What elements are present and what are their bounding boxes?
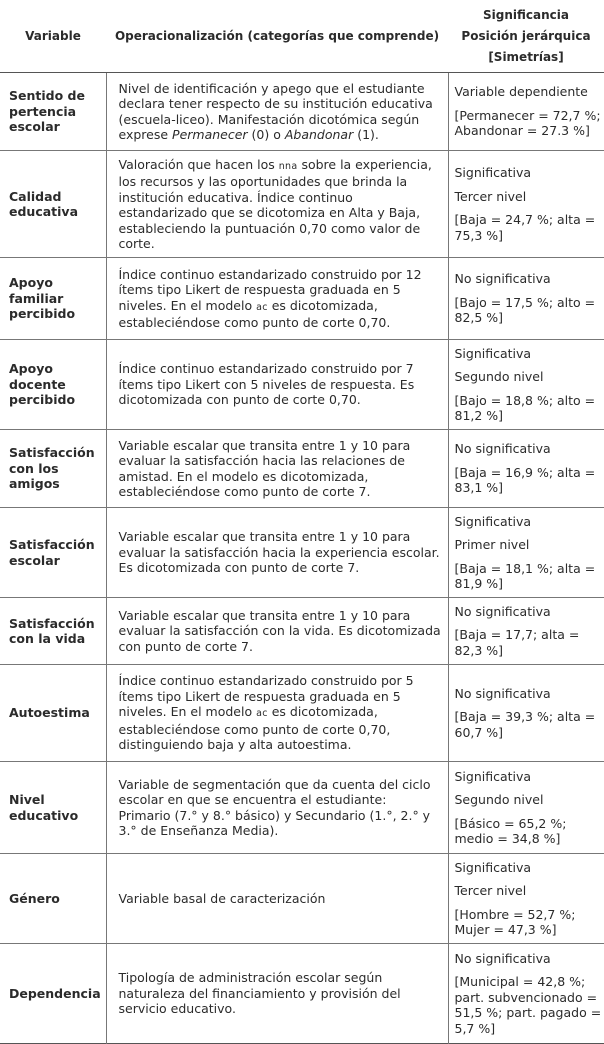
operacionalizacion-cell: Índice continuo estandarizado construido por 7 ítems tipo Likert con 5 niveles de respuesta. Es dicotomizada con punto de corte 0,70.	[106, 339, 448, 429]
variable-cell: Satisfacción con la vida	[9, 615, 95, 646]
variable-cell: Calidad educativa	[9, 188, 79, 219]
variable-cell: Género	[9, 890, 60, 906]
operacionalizacion-cell: Índice continuo estandarizado construido por 12 ítems tipo Likert de respuesta graduada en 5 niveles. En el modelo ac es dicotomizada, estableciéndose como punto de corte 0,70.	[106, 257, 448, 339]
operacionalizacion-cell: Nivel de identificación y apego que el estudiante declara tener respecto de su institución educativa (escuela-liceo). Manifestación dicotómica según exprese Permanecer (0) o Abandonar (1).	[106, 72, 448, 150]
significancia-cell	[448, 429, 604, 507]
operacionalizacion-cell: Valoración que hacen los nna sobre la experiencia, los recursos y las oportunidades que brinda la institución educativa. Índice continuo estandarizado que se dicotomiza en Alta y Baja, estableciendo la puntuación 0,70 como valor de corte.	[106, 150, 448, 257]
header-significancia-line: Significancia	[483, 8, 569, 23]
significancia-label: Variable dependiente	[454, 84, 588, 100]
variable-cell: Apoyo familiar percibido	[9, 275, 76, 322]
significancia-label: Significativa	[454, 345, 532, 361]
significancia-label: No significativa	[454, 685, 551, 701]
simetrias-value: [Baja = 24,7 %; alta = 75,3 %]	[454, 212, 596, 243]
simetrias-value: [Baja = 17,7; alta = 82,3 %]	[454, 627, 580, 658]
variable-cell: Autoestima	[9, 705, 90, 721]
operacionalizacion-cell: Variable basal de caracterización	[106, 853, 448, 943]
table-row	[0, 597, 604, 664]
simetrias-value: [Bajo = 17,5 %; alto = 82,5 %]	[454, 294, 596, 326]
simetrias-value: [Hombre = 52,7 %; Mujer = 47,3 %]	[454, 906, 576, 937]
significancia-label: No significativa	[454, 441, 551, 457]
simetrias-value: [Baja = 16,9 %; alta = 83,1 %]	[454, 464, 596, 496]
table-row	[0, 339, 604, 429]
header-significancia	[448, 0, 604, 72]
operacionalizacion-cell: Variable escalar que transita entre 1 y 10 para evaluar la satisfacción hacia la experiencia escolar. Es dicotomizada con punto de corte 7.	[106, 507, 448, 597]
simetrias-value: [Baja = 18,1 %; alta = 81,9 %]	[454, 560, 596, 591]
simetrias-value: [Permanecer = 72,7 %; Abandonar = 27.3 %]	[454, 107, 601, 139]
posicion-label: Tercer nivel	[454, 188, 527, 204]
significancia-cell	[448, 664, 604, 761]
significancia-cell	[448, 507, 604, 597]
table-row	[0, 429, 604, 507]
header-posicion-line: Posición jerárquica	[461, 29, 591, 44]
variable-cell: Satisfacción con los amigos	[9, 445, 95, 492]
header-variable: Variable	[0, 0, 106, 72]
simetrias-value: [Básico = 65,2 %; medio = 34,8 %]	[454, 815, 567, 846]
operacionalizacion-cell: Variable de segmentación que da cuenta del ciclo escolar en que se encuentra el estudiante: Primario (7.° y 8.° básico) y Secundario (1.°, 2.° y 3.° de Enseñanza Media).	[106, 761, 448, 853]
operacionalizacion-cell: Variable escalar que transita entre 1 y 10 para evaluar la satisfacción con la vida. Es dicotomizada con punto de corte 7.	[106, 597, 448, 664]
significancia-label: Significativa	[454, 165, 532, 180]
operacionalizacion-cell: Variable escalar que transita entre 1 y 10 para evaluar la satisfacción hacia las relaciones de amistad. En el modelo es dicotomizada, estableciéndose como punto de corte 7.	[106, 429, 448, 507]
posicion-label: Tercer nivel	[454, 883, 527, 898]
significancia-label: No significativa	[454, 271, 551, 287]
significancia-label: Significativa	[454, 513, 532, 529]
significancia-cell	[448, 257, 604, 339]
significancia-cell	[448, 943, 604, 1043]
significancia-label: No significativa	[454, 950, 551, 966]
table-row	[0, 257, 604, 339]
significancia-label: Significativa	[454, 859, 532, 875]
variable-cell: Sentido de pertencia escolar	[9, 88, 85, 135]
variable-cell: Dependencia	[9, 985, 101, 1001]
significancia-cell	[448, 597, 604, 664]
significancia-cell	[448, 853, 604, 943]
table-row	[0, 507, 604, 597]
table-row	[0, 150, 604, 257]
table-row	[0, 664, 604, 761]
variable-cell: Nivel educativo	[9, 792, 79, 823]
operacionalizacion-cell: Tipología de administración escolar según naturaleza del financiamiento y provisión del servicio educativo.	[106, 943, 448, 1043]
significancia-cell	[448, 761, 604, 853]
significancia-cell	[448, 150, 604, 257]
header-simetrias-line: [Simetrías]	[488, 50, 564, 65]
significancia-cell	[448, 72, 604, 150]
posicion-label: Segundo nivel	[454, 369, 544, 384]
posicion-label: Segundo nivel	[454, 792, 544, 807]
simetrias-value: [Bajo = 18,8 %; alto = 81,2 %]	[454, 392, 596, 423]
table-header-row	[0, 0, 604, 72]
table-row	[0, 72, 604, 150]
simetrias-value: [Municipal = 42,8 %; part. subvencionado = 51,5 %; part. pagado = 5,7 %]	[454, 974, 602, 1036]
variable-cell: Satisfacción escolar	[9, 537, 95, 568]
significancia-label: No significativa	[454, 603, 551, 619]
table-row	[0, 761, 604, 853]
header-operacionalizacion: Operacionalización (categorías que comprende)	[106, 0, 448, 72]
operacionalizacion-cell: Índice continuo estandarizado construido por 5 ítems tipo Likert de respuesta graduada en 5 niveles. En el modelo ac es dicotomizada, estableciéndose como punto de corte 0,70, distinguiendo baja y alta autoestima.	[106, 664, 448, 761]
significancia-cell	[448, 339, 604, 429]
variable-cell: Apoyo docente percibido	[9, 361, 76, 408]
simetrias-value: [Baja = 39,3 %; alta = 60,7 %]	[454, 709, 596, 740]
table-row	[0, 943, 604, 1043]
posicion-label: Primer nivel	[454, 537, 530, 552]
significancia-label: Significativa	[454, 768, 532, 784]
table-row	[0, 853, 604, 943]
